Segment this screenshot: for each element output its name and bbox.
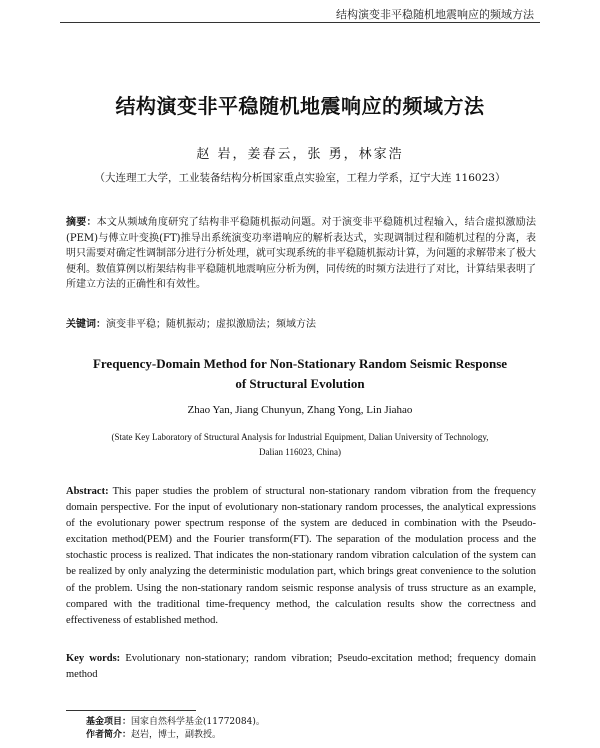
english-keywords-label: Key words:: [66, 653, 121, 664]
chinese-keywords: [66, 317, 536, 332]
footnote-fund-label: 基金项目：: [86, 717, 132, 727]
english-abstract: [66, 484, 536, 629]
footnote-author-text: 赵岩，博士，副教授。: [131, 730, 222, 740]
header-rule: [60, 22, 540, 23]
running-head: 结构演变非平稳随机地震响应的频域方法: [336, 8, 534, 21]
footnotes: [86, 716, 265, 742]
footnote-author: [86, 729, 265, 742]
english-abstract-label: Abstract:: [66, 486, 109, 497]
english-authors: Zhao Yan, Jiang Chunyun, Zhang Yong, Lin Jiahao: [187, 404, 413, 416]
english-abstract-text: This paper studies the problem of structural non-stationary random vibration from the frequency domain perspective. For the input of evolutionary non-stationary random processes, the analytical expressions of the evolutionary power spectrum response of the system are deduced in combination with the Pseudo-excitation method(PEM) and the Fourier transform(FT). The separation of the modulation process and the stochastic process is realized. That indicates the non-stationary random vibration calculation of the system can be realized by only analyzing the deterministic modulation part, which brings great convenience to the solution of the problem. Using the non-stationary random seismic response analysis of truss structure as an example, compared with the traditional time-frequency method, the calculation results show the correctness and effectiveness of established method.: [66, 486, 537, 626]
chinese-affiliation: （大连理工大学，工业装备结构分析国家重点实验室，工程力学系，辽宁大连 116023）: [94, 172, 506, 184]
english-keywords: [66, 651, 536, 683]
footnote-fund-text: 国家自然科学基金(11772084)。: [131, 717, 265, 727]
chinese-title: 结构演变非平稳随机地震响应的频域方法: [115, 94, 485, 118]
chinese-authors: 赵 岩，姜春云，张 勇，林家浩: [196, 147, 404, 162]
footnote-rule: [66, 710, 196, 711]
english-affiliation: (State Key Laboratory of Structural Analysis for Industrial Equipment, Dalian University of Technology, Dalian 116023, China): [111, 432, 489, 457]
footnote-author-label: 作者简介：: [86, 730, 132, 740]
chinese-keywords-text: 演变非平稳；随机振动；虚拟激励法；频域方法: [106, 319, 316, 330]
chinese-abstract-text: 本文从频域角度研究了结构非平稳随机振动问题。对于演变非平稳随机过程输入，结合虚拟激励法(PEM)与傅立叶变换(FT)推导出系统演变功率谱响应的解析表达式，实现调制过程和随机过程的分离，表明只需要对确定性调制部分进行分析处理，就可实现系统的非平稳随机振动计算，为问题的求解带来了极大便利。数值算例以桁架结构非平稳随机地震响应分析为例，同传统的时频方法进行了对比，计算结果表明了所建立方法的正确性和有效性。: [66, 217, 537, 291]
english-title: Frequency-Domain Method for Non-Stationary Random Seismic Response of Structural Evolution: [92, 356, 508, 391]
chinese-abstract: [66, 215, 536, 293]
chinese-keywords-label: 关键词：: [66, 319, 106, 330]
english-keywords-text: Evolutionary non-stationary; random vibration; Pseudo-excitation method; frequency domain method: [66, 653, 537, 680]
footnote-fund: [86, 716, 265, 729]
chinese-abstract-label: 摘要：: [66, 217, 97, 228]
